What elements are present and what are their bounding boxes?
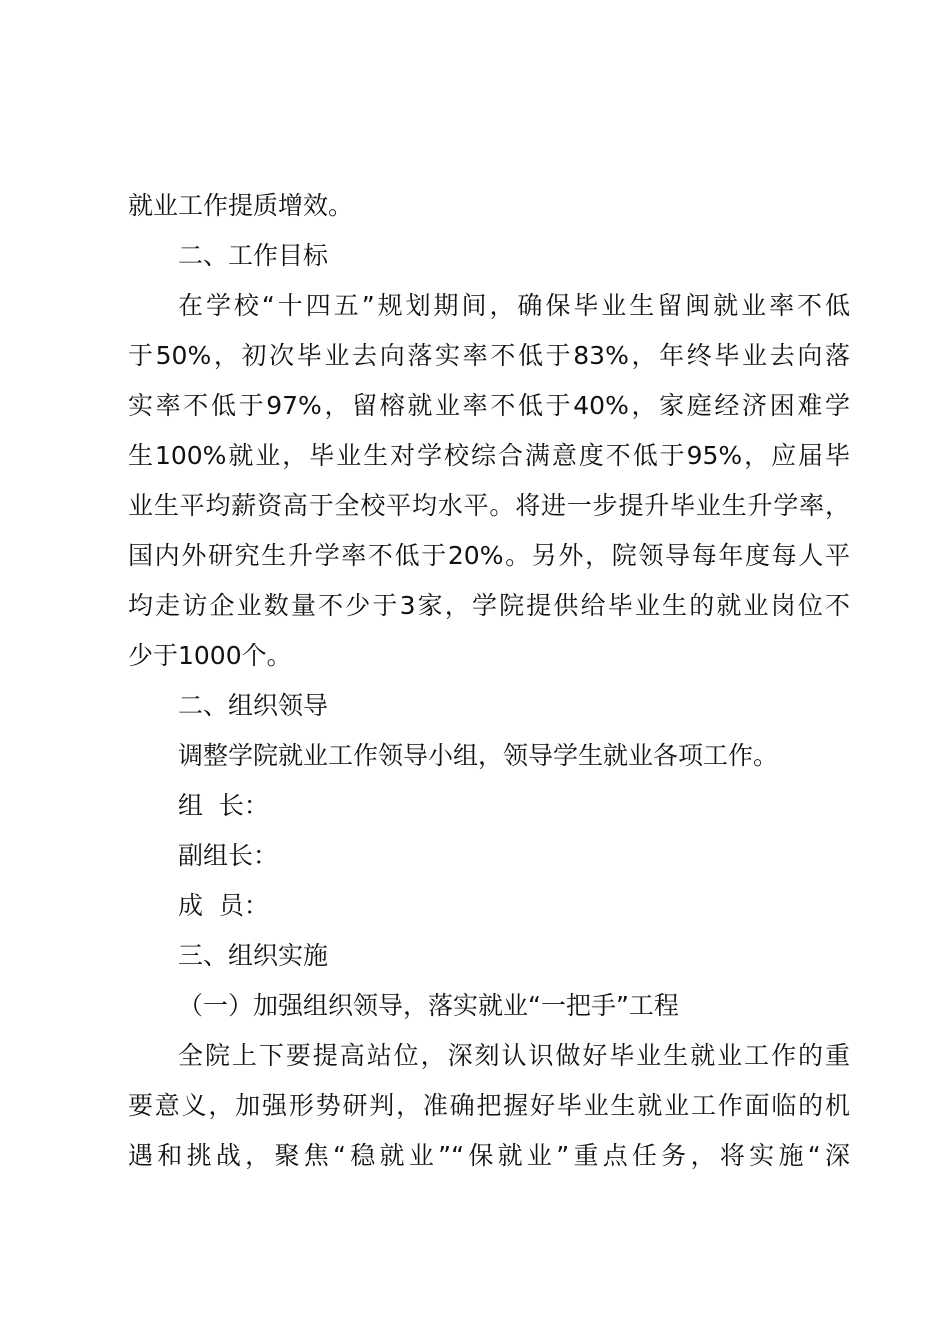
paragraph-line: 业生平均薪资高于全校平均水平。将进一步提升毕业生升学率， bbox=[128, 491, 850, 520]
section-heading-goals: 二、工作目标 bbox=[178, 241, 329, 270]
paragraph-line: 于50%，初次毕业去向落实率不低于83%，年终毕业去向落 bbox=[128, 341, 850, 370]
paragraph-line: 调整学院就业工作领导小组，领导学生就业各项工作。 bbox=[178, 741, 779, 770]
section-heading-implementation: 三、组织实施 bbox=[178, 941, 329, 970]
paragraph-line: 全院上下要提高站位，深刻认识做好毕业生就业工作的重 bbox=[178, 1041, 850, 1070]
paragraph-line: 均走访企业数量不少于3家，学院提供给毕业生的就业岗位不 bbox=[128, 591, 850, 620]
paragraph-line: 实率不低于97%，留榕就业率不低于40%，家庭经济困难学 bbox=[128, 391, 850, 420]
group-leader-label: 组 长： bbox=[178, 791, 269, 820]
paragraph-line: 就业工作提质增效。 bbox=[128, 191, 354, 220]
deputy-leader-label: 副组长： bbox=[178, 841, 279, 870]
paragraph-line: 国内外研究生升学率不低于20%。另外，院领导每年度每人平 bbox=[128, 541, 850, 570]
paragraph-line: 在学校“十四五”规划期间，确保毕业生留闽就业率不低 bbox=[178, 291, 850, 320]
paragraph-line: 遇和挑战，聚焦“稳就业”“保就业”重点任务，将实施“深 bbox=[128, 1141, 850, 1170]
paragraph-line: 少于1000个。 bbox=[128, 641, 292, 670]
paragraph-line: 生100%就业，毕业生对学校综合满意度不低于95%，应届毕 bbox=[128, 441, 850, 470]
paragraph-line: 要意义，加强形势研判，准确把握好毕业生就业工作面临的机 bbox=[128, 1091, 850, 1120]
section-heading-leadership: 二、组织领导 bbox=[178, 691, 329, 720]
members-label: 成 员： bbox=[178, 891, 269, 920]
subsection-heading: （一）加强组织领导，落实就业“一把手”工程 bbox=[178, 991, 679, 1020]
